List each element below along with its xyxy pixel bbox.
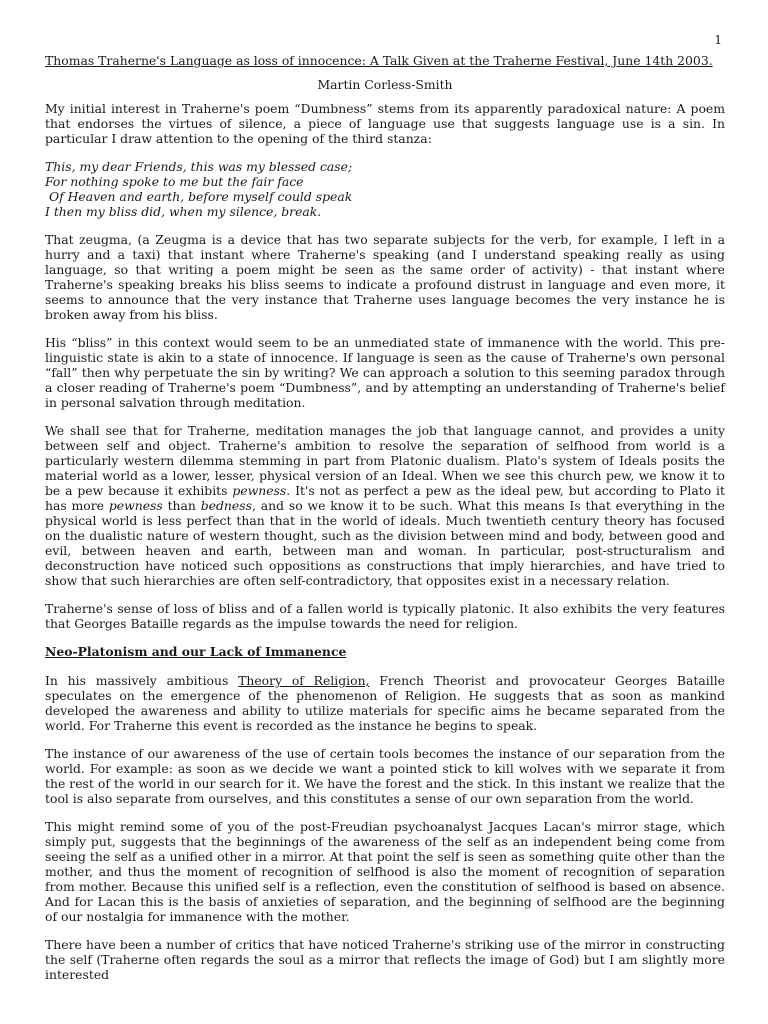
emphasis-pewness: pewness	[108, 498, 163, 513]
page-number: 1	[714, 33, 722, 47]
paragraph-4-text: than	[162, 498, 201, 513]
paragraph-9: There have been a number of critics that have noticed Traherne's striking use of the mirror in constructing the self (Traherne often regards the soul as a mirror that reflects the image of God) but I am slightly more interested	[45, 937, 725, 982]
paragraph-4-text: , and so we know it to be such. What this means Is that everything in the physical world is less perfect than that in the world of ideals. Much twentieth century theory has focused on the dualistic nature of western thought, such as the division between mind and body, between good and evil, between heaven and earth, between man and woman. In particular, post-structuralism and deconstruction have noticed such oppositions as constructions that imply hierarchies, and have tried to show that such hierarchies are often self-contradictory, that opposites exist in a necessary relation.	[45, 498, 725, 588]
paragraph-4	[45, 423, 725, 588]
document-body	[45, 53, 725, 995]
paragraph-3: His “bliss” in this context would seem to be an unmediated state of immanence with the world. This pre-linguistic state is akin to a state of innocence. If language is seen as the cause of Traherne's own personal “fall” then why perpetuate the sin by writing? We can approach a solution to this seeming paradox through a closer reading of Traherne's poem “Dumbness”, and by attempting an understanding of Traherne's belief in personal salvation through meditation.	[45, 335, 725, 410]
paragraph-4-text: We shall see that for Traherne, meditation manages the job that language cannot, and provides a unity between self and object. Traherne's ambition to resolve the separation of selfhood from world is a particularly western dilemma stemming in part from Platonic dualism. Plato's system of Ideals posits the material world as a lower, lesser, physical version of an Ideal. When we see this church pew, we know it to be a pew because it exhibits	[45, 423, 725, 498]
paragraph-6-text: French Theorist and provocateur Georges Bataille speculates on the emergence of the phenomenon of Religion. He suggests that as soon as mankind developed the awareness and ability to utilize materials for specific aims he became separated from the world. For Traherne this event is recorded as the instance he begins to speak.	[45, 673, 725, 733]
book-title-theory-of-religion: Theory of Religion,	[238, 673, 370, 688]
stanza-line: I then my bliss did, when my silence, break.	[45, 204, 322, 219]
paragraph-8: This might remind some of you of the post-Freudian psychoanalyst Jacques Lacan's mirror stage, which simply put, suggests that the beginnings of the awareness of the self as an independent being come from seeing the self as a unified other in a mirror. At that point the self is seen as something quite other than the mother, and thus the moment of recognition of selfhood is also the moment of recognition of separation from mother. Because this unified self is a reflection, even the constitution of selfhood is based on absence. And for Lacan this is the basis of anxieties of separation, and the beginning of selfhood are the beginning of our nostalgia for immanence with the mother.	[45, 819, 725, 924]
document-title: Thomas Traherne's Language as loss of innocence: A Talk Given at the Traherne Festival, June 14th 2003.	[45, 53, 713, 68]
emphasis-bedness: bedness	[200, 498, 252, 513]
stanza-line: Of Heaven and earth, before myself could speak	[45, 189, 353, 204]
paragraph-1: My initial interest in Traherne's poem “Dumbness” stems from its apparently paradoxical nature: A poem that endorses the virtues of silence, a piece of language use that suggests language use is a sin. In particular I draw attention to the opening of the third stanza:	[45, 101, 725, 146]
stanza-line: For nothing spoke to me but the fair face	[45, 174, 304, 189]
paragraph-6	[45, 673, 725, 733]
paragraph-4-text: . It's not as perfect a pew as the ideal pew, but according to Plato it has more	[45, 483, 725, 513]
paragraph-5: Traherne's sense of loss of bliss and of a fallen world is typically platonic. It also exhibits the very features that Georges Bataille regards as the impulse towards the need for religion.	[45, 601, 725, 631]
poem-stanza	[45, 159, 725, 219]
paragraph-6-text: In his massively ambitious	[45, 673, 239, 688]
paragraph-7: The instance of our awareness of the use of certain tools becomes the instance of our separation from the world. For example: as soon as we decide we want a pointed stick to kill wolves with we separate it from the rest of the world in our search for it. We have the forest and the stick. In this instant we realize that the tool is also separate from ourselves, and this constitutes a sense of our own separation from the world.	[45, 746, 725, 806]
section-heading: Neo-Platonism and our Lack of Immanence	[45, 644, 347, 659]
emphasis-pewness: pewness	[232, 483, 287, 498]
author-name: Martin Corless-Smith	[317, 77, 453, 92]
stanza-line: This, my dear Friends, this was my blessed case;	[45, 159, 353, 174]
paragraph-2: That zeugma, (a Zeugma is a device that has two separate subjects for the verb, for example, I left in a hurry and a taxi) that instant where Traherne's speaking (and I understand speaking really as using language, so that writing a poem might be seen as the same order of activity) - that instant where Traherne's speaking breaks his bliss seems to indicate a profound distrust in language and even more, it seems to announce that the very instance that Traherne uses language becomes the very instance he is broken away from his bliss.	[45, 232, 725, 322]
